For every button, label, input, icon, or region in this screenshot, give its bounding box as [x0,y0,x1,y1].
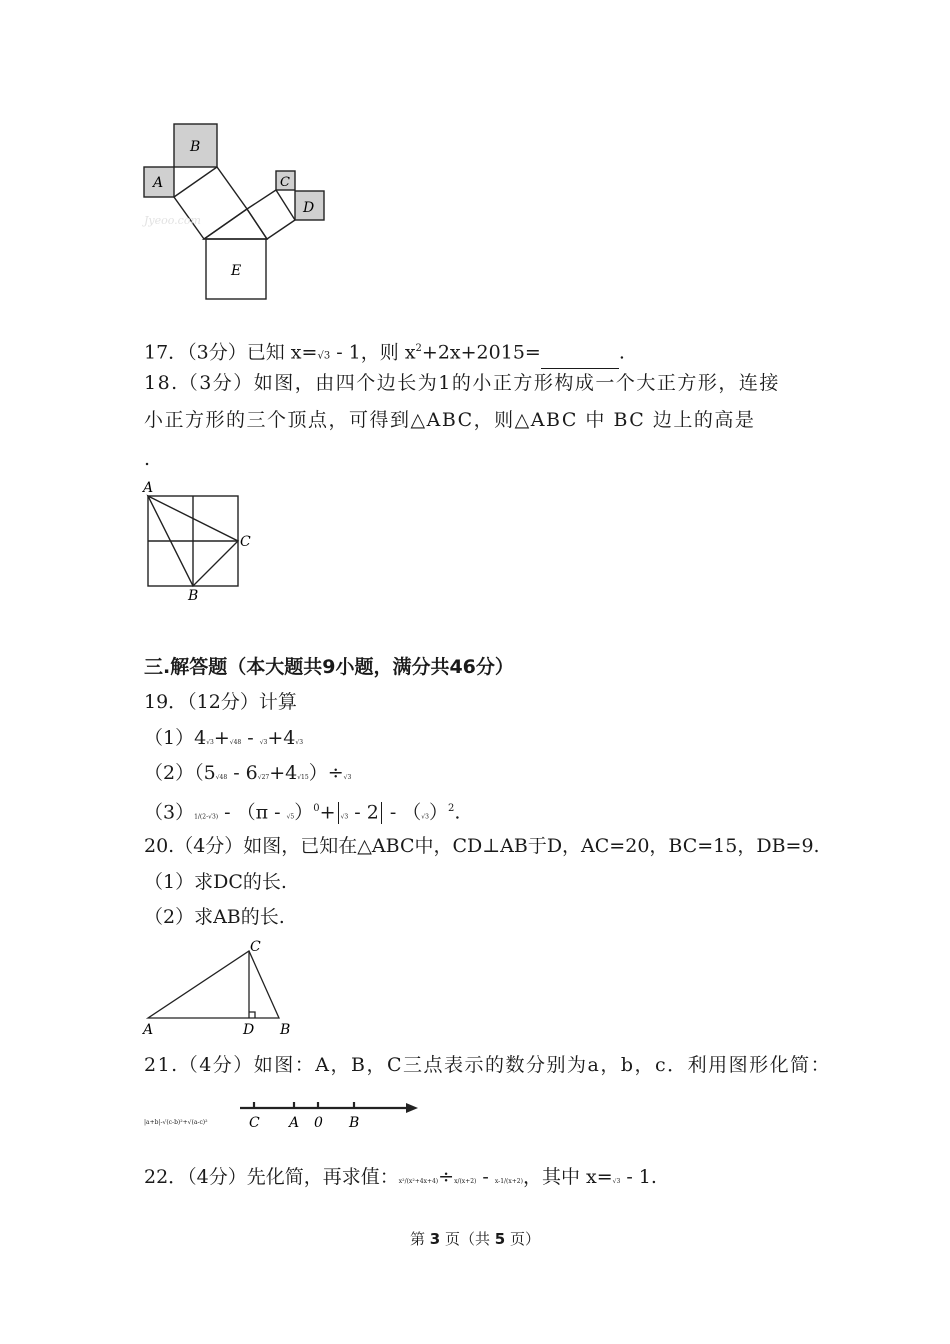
answer-blank[interactable] [541,350,619,369]
squares-figure [140,120,330,305]
question-20-part2: （2）求AB的长. [144,906,285,928]
number-axis-figure [236,1096,426,1136]
abs-bar-right [381,802,382,824]
label-a: A [289,1115,300,1131]
label-a: A [153,175,164,191]
label-c: C [280,175,290,190]
label-a: A [143,480,154,496]
question-20-part1: （1）求DC的长. [144,871,287,893]
question-19-title: 19．（12分）计算 [144,691,297,713]
grid-figure [140,478,260,606]
question-19-part3: $(3)1/(2-√3) - (\pi - √5)^0+ √3 - 2 - (√3)^2$. [144,801,461,824]
question-18-line3: . [144,448,151,470]
triangle-figure [140,936,310,1042]
label-0: 0 [314,1115,323,1131]
label-b: B [190,139,201,155]
question-21-expr: |a+b|-√(c-b)²+√(a-c)² [144,1119,208,1126]
label-a: A [143,1022,154,1038]
label-b: B [280,1022,291,1038]
label-c: C [250,939,261,955]
label-b: B [188,588,199,604]
label-d: D [303,200,315,216]
watermark: Jyeoo.com [144,214,201,227]
question-19-part1: （1）4√3+√48 - √3+4√3 [144,727,304,749]
label-c: C [249,1115,260,1131]
question-20-title: 20.（4分）如图，已知在△ABC中，CD⊥AB于D，AC=20，BC=15，DB=9. [144,835,820,857]
question-18-line1: 18.（3分）如图，由四个边长为1的小正方形构成一个大正方形，连接 [144,372,780,394]
label-b: B [349,1115,360,1131]
question-21-title: 21.（4分）如图：A，B，C三点表示的数分别为a，b，c．利用图形化简： [144,1054,832,1076]
section-3-title: 三.解答题（本大题共9小题，满分共46分） [144,656,514,678]
abs-bar-left [338,802,339,824]
page-footer: 第 3 页（共 5 页） [410,1230,540,1248]
question-19-part2: （2）（5√48 - 6√27+4√15）÷√3 [144,762,352,784]
question-17: 17．（3分）已知 x=√3 - 1，则 $x^2+2x+2015=$ . [144,336,625,369]
label-d: D [243,1022,255,1038]
question-22: 22．（4分）先化简，再求值：x²/(x²+4x+4)÷x/(x+2) - x-1/(x+2)，其中 x=√3 - 1. [144,1166,657,1188]
label-c: C [240,534,251,550]
label-e: E [231,263,242,279]
question-18-line2: 小正方形的三个顶点，可得到△ABC，则△ABC 中 BC 边上的高是 [144,409,756,431]
